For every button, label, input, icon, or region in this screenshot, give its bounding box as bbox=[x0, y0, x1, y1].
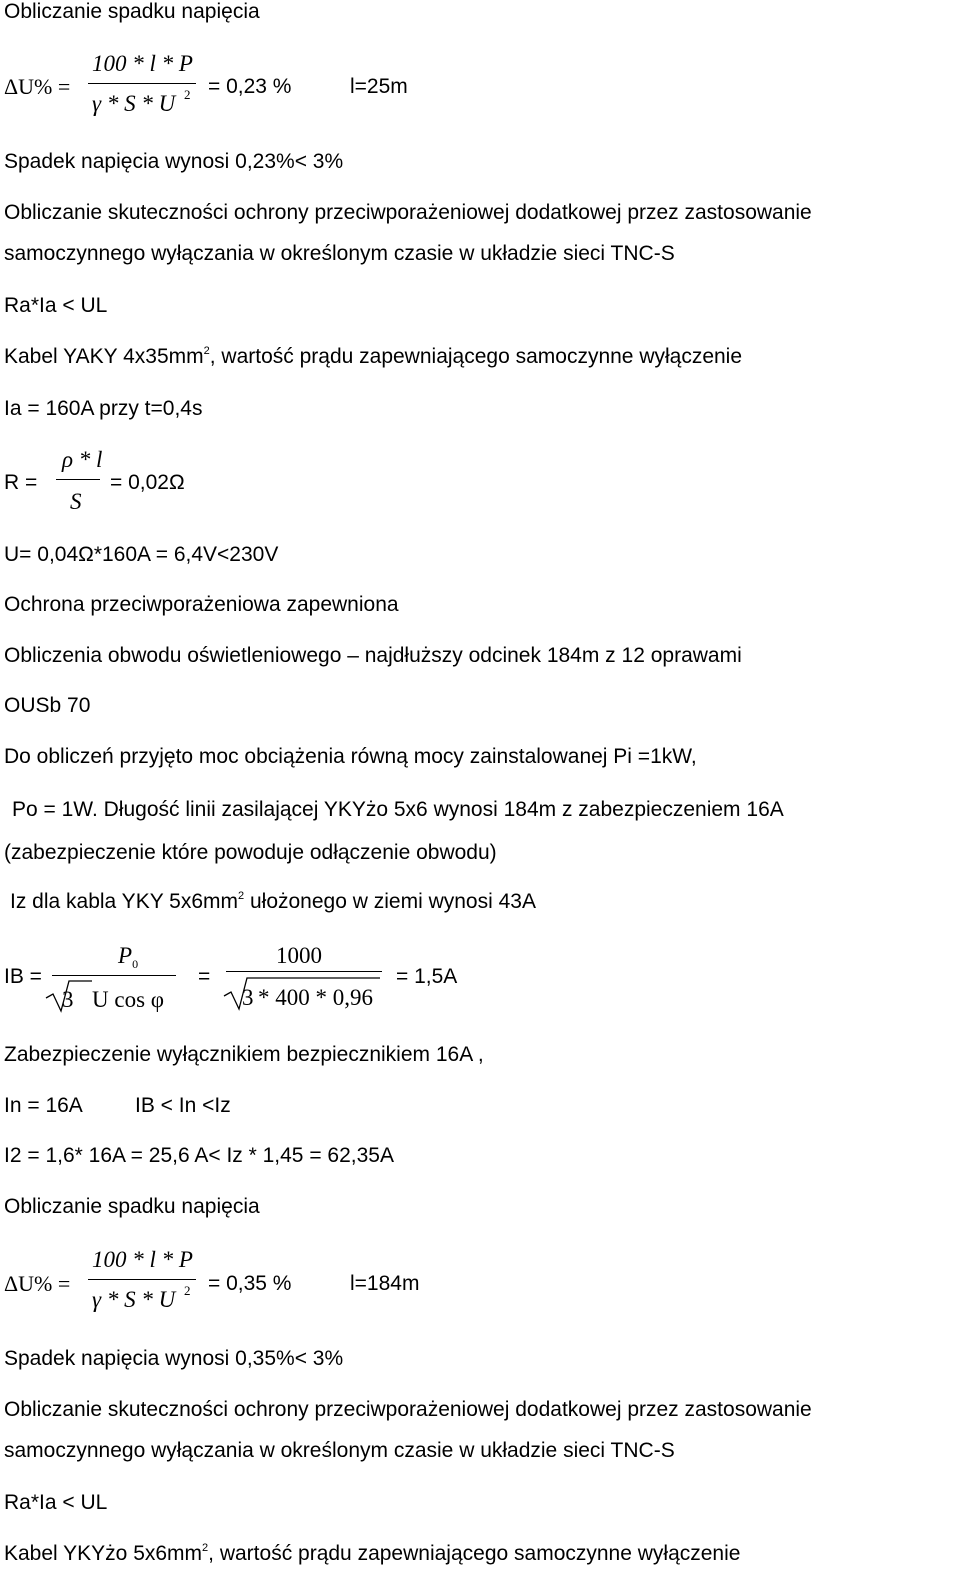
ib-num1-sub: 0 bbox=[132, 957, 139, 971]
r-lhs: R = bbox=[4, 471, 38, 494]
protection-text-1b: Obliczanie skuteczności ochrony przeciwporażeniowej dodatkowej przez zastosowanie bbox=[4, 1398, 812, 1421]
formula-denominator: γ * S * U bbox=[92, 91, 176, 116]
formula-exponent: 2 bbox=[184, 1283, 191, 1298]
formula-exponent: 2 bbox=[184, 87, 191, 102]
section-title: Obliczanie spadku napięcia bbox=[4, 0, 260, 23]
protection-text-1: Obliczanie skuteczności ochrony przeciwporażeniowej dodatkowej przez zastosowanie bbox=[4, 201, 812, 224]
iz-text: Iz dla kabla YKY 5x6mm bbox=[10, 890, 239, 913]
ib-num1-main: P bbox=[118, 943, 133, 968]
formula-result: = 0,35 % bbox=[208, 1272, 292, 1295]
condition-line-2: Ra*Ia < UL bbox=[4, 1491, 108, 1514]
fuse-note: (zabezpieczenie które powoduje odłączenie obwodu) bbox=[4, 841, 497, 864]
protection-text-2: samoczynnego wyłączania w określonym czasie w układzie sieci TNC-S bbox=[4, 242, 675, 265]
iz-sup: 2 bbox=[238, 890, 245, 902]
fraction-bar bbox=[88, 1279, 196, 1280]
iz-text-rest: ułożonego w ziemi wynosi 43A bbox=[244, 890, 536, 913]
fraction-bar bbox=[56, 479, 100, 480]
formula-result: = 0,23 % bbox=[208, 75, 292, 98]
fraction-bar bbox=[88, 83, 196, 84]
ib-den2-rest: * 400 * 0,96 bbox=[258, 985, 373, 1010]
voltage-drop-line-2: Spadek napięcia wynosi 0,35%< 3% bbox=[4, 1347, 344, 1370]
ib-result: = 1,5A bbox=[396, 965, 458, 988]
section-title-2: Obliczanie spadku napięcia bbox=[4, 1195, 260, 1218]
r-numerator: ρ * l bbox=[62, 447, 103, 472]
ib-eq: = bbox=[198, 965, 211, 988]
formula-numerator: 100 * l * P bbox=[92, 51, 193, 76]
ib-lhs: IB = bbox=[4, 965, 42, 988]
voltage-drop-line: Spadek napięcia wynosi 0,23%< 3% bbox=[4, 150, 344, 173]
fraction-bar bbox=[226, 971, 382, 972]
iz-line bbox=[10, 891, 536, 912]
ib-num2: 1000 bbox=[276, 943, 322, 968]
formula-lhs: ΔU% = bbox=[4, 74, 71, 99]
cable-sup: 2 bbox=[202, 1542, 209, 1554]
cable-text-rest: , wartość prądu zapewniającego samoczynne wyłączenie bbox=[208, 1542, 741, 1565]
breaker-line: Zabezpieczenie wyłącznikiem bezpiecznikiem 16A , bbox=[4, 1043, 484, 1066]
fraction-bar bbox=[52, 975, 176, 976]
formula-length: l=184m bbox=[350, 1272, 420, 1295]
r-result: = 0,02Ω bbox=[110, 471, 185, 494]
ib-num1 bbox=[118, 943, 139, 971]
formula-length: l=25m bbox=[350, 75, 408, 98]
condition-line: Ra*Ia < UL bbox=[4, 294, 108, 317]
fixture-line: OUSb 70 bbox=[4, 694, 91, 717]
ia-line: Ia = 160A przy t=0,4s bbox=[4, 397, 203, 420]
ib-den1-root: 3 bbox=[62, 987, 74, 1012]
cable-line bbox=[4, 346, 742, 367]
load-line: Do obliczeń przyjęto moc obciążenia równą mocy zainstalowanej Pi =1kW, bbox=[4, 745, 697, 768]
formula-numerator: 100 * l * P bbox=[92, 1247, 193, 1272]
cable-text: Kabel YKYżo 5x6mm bbox=[4, 1542, 203, 1565]
cable-text: Kabel YAKY 4x35mm bbox=[4, 345, 204, 368]
ib-den2-root: 3 bbox=[242, 985, 254, 1010]
ok-line: Ochrona przeciwporażeniowa zapewniona bbox=[4, 593, 399, 616]
ib-den1-rest: U cos φ bbox=[92, 987, 165, 1012]
circuit-line: Obliczenia obwodu oświetleniowego – najdłuższy odcinek 184m z 12 oprawami bbox=[4, 644, 742, 667]
formula-lhs: ΔU% = bbox=[4, 1271, 71, 1296]
cable-sup: 2 bbox=[203, 345, 210, 357]
cable-text-rest: , wartość prądu zapewniającego samoczynne wyłączenie bbox=[209, 345, 743, 368]
po-line: Po = 1W. Długość linii zasilającej YKYżo 5x6 wynosi 184m z zabezpieczeniem 16A bbox=[12, 798, 784, 821]
u-line: U= 0,04Ω*160A = 6,4V<230V bbox=[4, 543, 279, 566]
i2-line: I2 = 1,6* 16A = 25,6 A< Iz * 1,45 = 62,35A bbox=[4, 1144, 394, 1167]
in-value: In = 16A bbox=[4, 1094, 83, 1117]
cable-line-2 bbox=[4, 1543, 740, 1564]
formula-denominator: γ * S * U bbox=[92, 1287, 176, 1312]
in-relation: IB < In <Iz bbox=[135, 1094, 231, 1117]
protection-text-2b: samoczynnego wyłączania w określonym czasie w układzie sieci TNC-S bbox=[4, 1439, 675, 1462]
r-denominator: S bbox=[70, 489, 82, 514]
